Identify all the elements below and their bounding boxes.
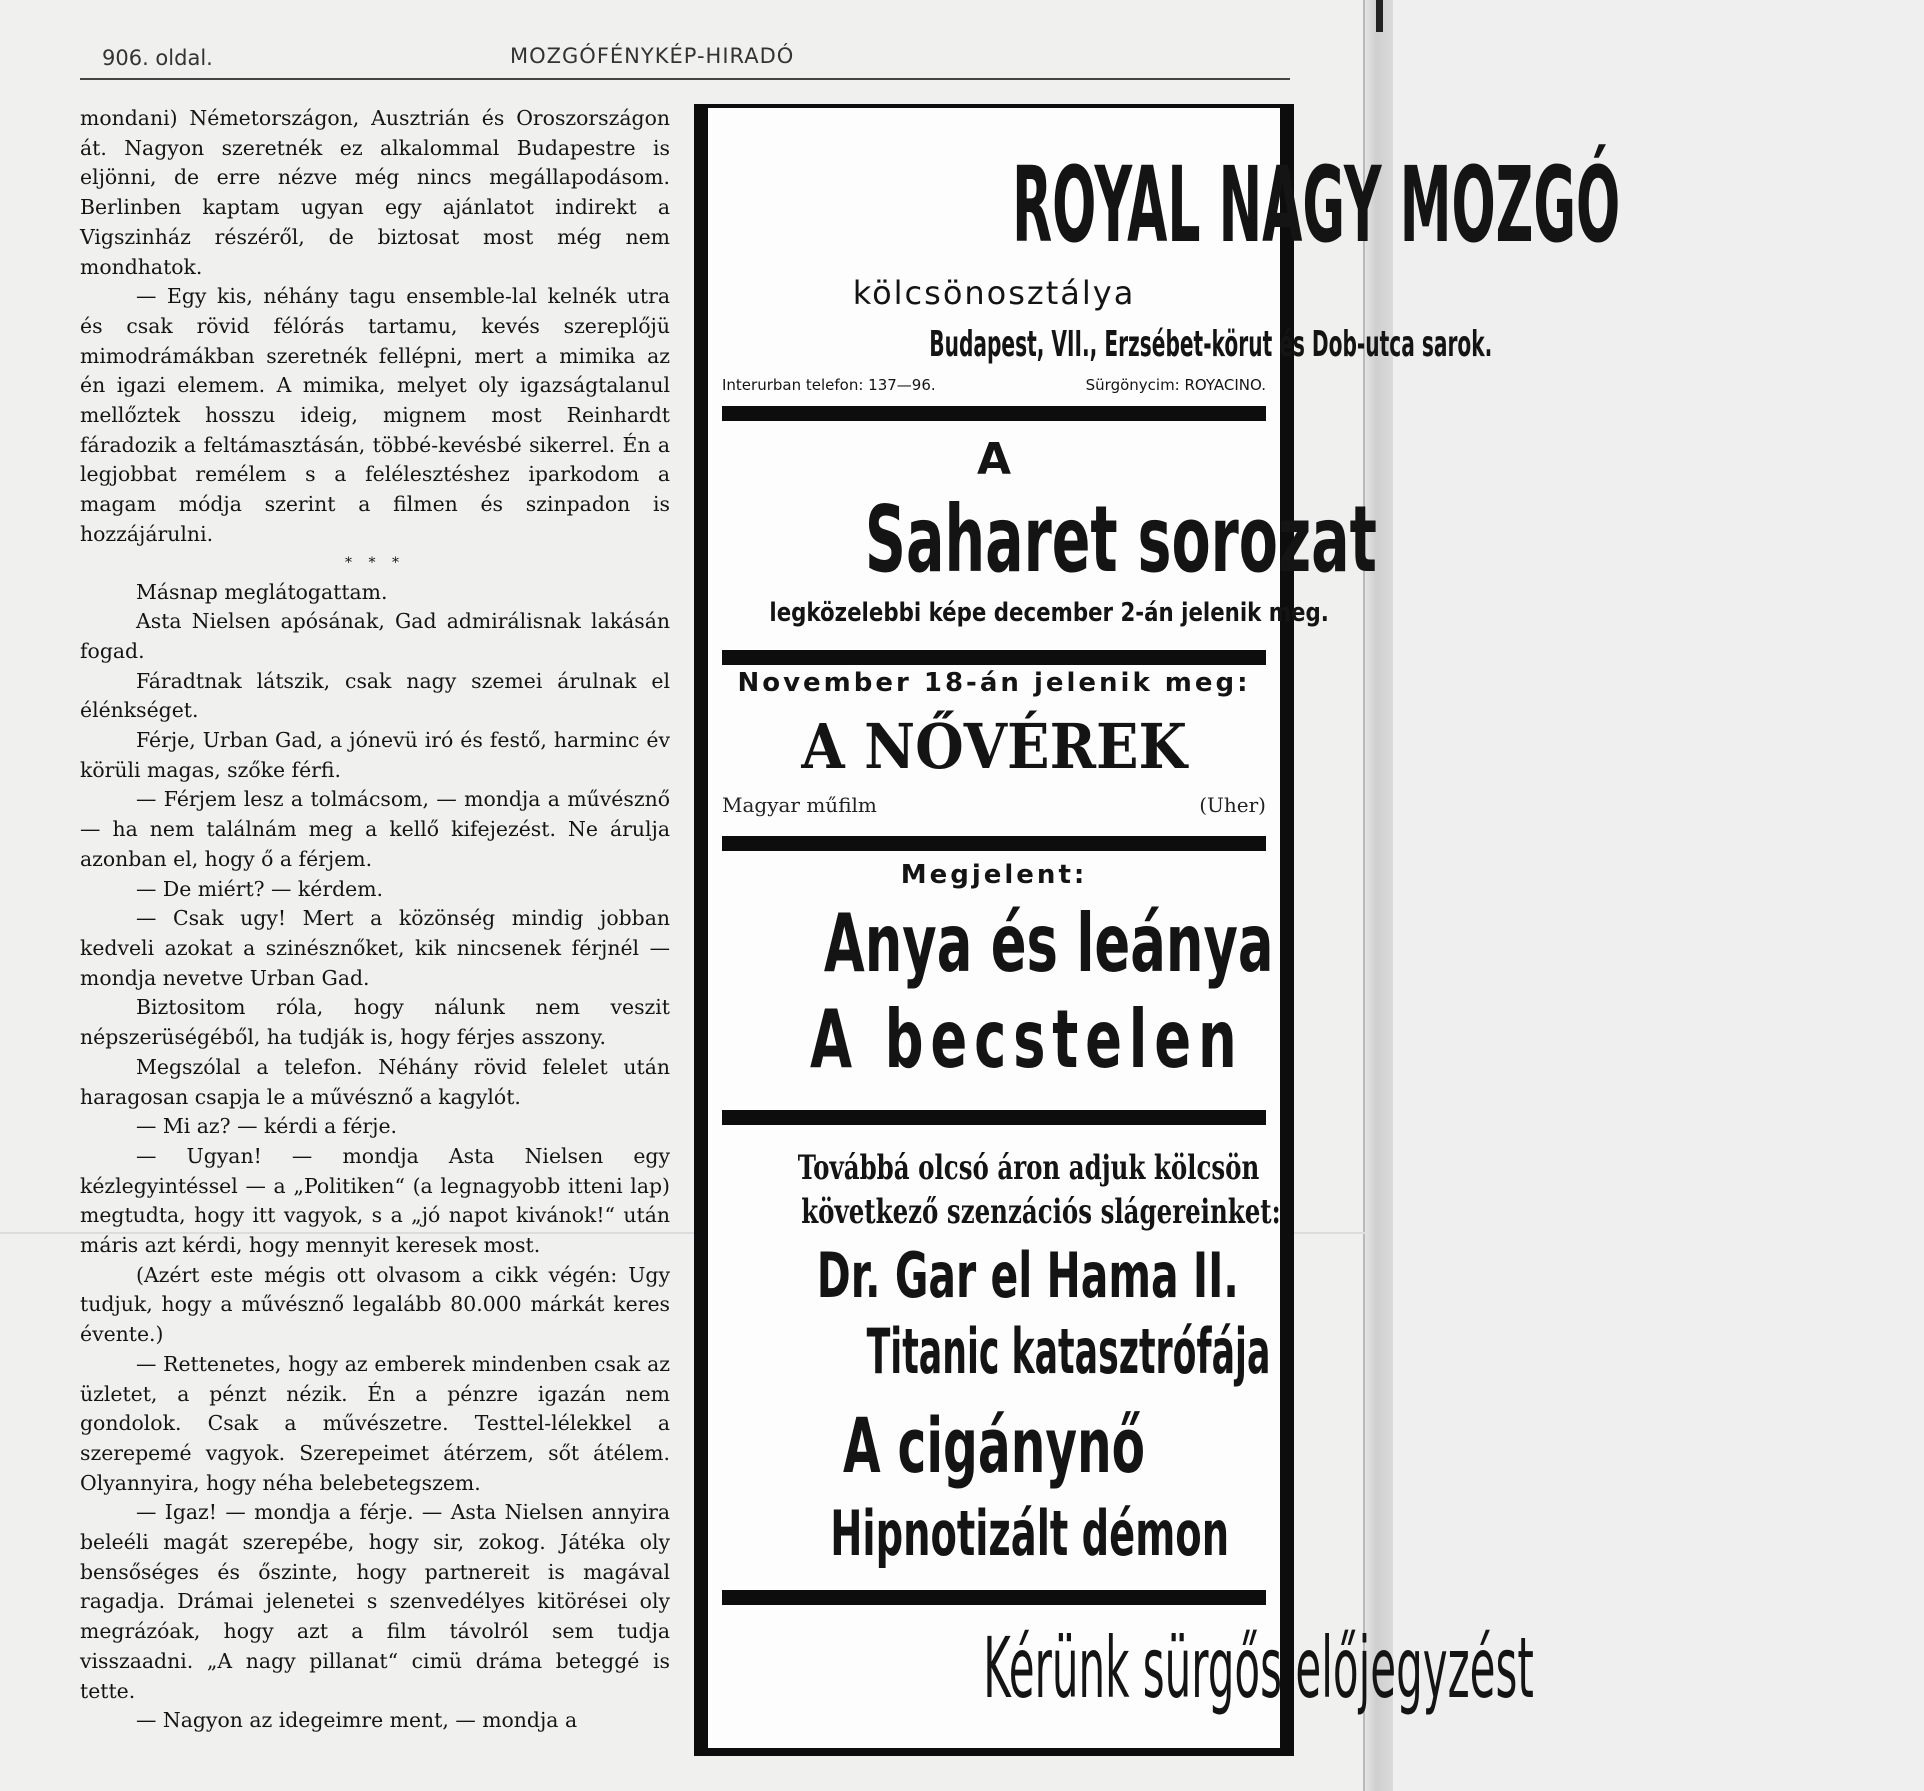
article-paragraph: Asta Nielsen apósának, Gad admirálisnak lakásán fogad.: [80, 609, 670, 663]
article-paragraph: Biztositom róla, hogy nálunk nem veszit népszerüségéből, ha tudják is, hogy férjes asszony.: [80, 995, 670, 1050]
release-date-label: November 18-án jelenik meg:: [737, 668, 1251, 698]
royal-advertisement: [694, 104, 1621, 1756]
article-paragraph: — Rettenetes, hogy az emberek mindenben csak az üzletet, a pénzt nézik. Én a pénzre igazán nem gondolok. Csak a művészetre. Testtel-lélekkel a szerepemé vagyok. Szerepeimet átérzem, sőt átélem. Olyannyira, hogy néha belebetegszem.: [80, 1351, 670, 1495]
article-paragraph: — De miért? — kérdem.: [136, 876, 384, 901]
article-paragraph: Másnap meglátogattam.: [136, 579, 388, 604]
released-label: Megjelent:: [900, 860, 1088, 890]
ad-divider: [722, 1110, 1266, 1125]
article-paragraph: Megszólal a telefon. Néhány rövid felelet után haragosan csapja le a művésznő a kagylót.: [80, 1054, 670, 1109]
booking-request: Kérünk sürgős előjegyzést: [983, 1619, 1534, 1717]
article-paragraph: — Egy kis, néhány tagu ensemble-lal kelnék utra és csak rövid félórás tartamu, kevés szereplőjü mimodrámákban szeretnék fellépni, mert a mimika az én igazi elemem. A mimika, melyet oly igazságtalanul mellőztek hosszu ideig, mignem most Reinhardt fáradozik a feltámasztásán, többé-kevésbé sikerrel. Én a legjobbat remélem s a felélesztéshez iparkodom a magam módja szerint a filmen és szinpadon is hozzájárulni.: [80, 284, 670, 546]
ad-divider: [722, 406, 1266, 421]
article-paragraph: mondani) Németországon, Ausztrián és Oroszországon át. Nagyon szeretnék ez alkalommal Budapestre is eljönni, de erre nézve még nincs megállapodásom. Berlinben kaptam ugyan egy ajánlatot indirekt a Vigszinház részéről, de biztosat most még nem mondhatok.: [80, 106, 670, 279]
film-a-becstelen: A becstelen: [809, 993, 1244, 1086]
article-paragraph: — Csak ugy! Mert a közönség mindig jobban kedveli azokat a szinésznőket, kik nincsenek férjnél — mondja nevetve Urban Gad.: [80, 906, 670, 990]
film-author: (Uher): [1199, 793, 1266, 817]
hit-film-title: Dr. Gar el Hama II.: [816, 1239, 1239, 1312]
article-paragraph: — Nagyon az idegeimre ment, — mondja a: [136, 1708, 578, 1733]
article-paragraph: — Mi az? — kérdi a férje.: [136, 1114, 398, 1139]
ad-divider: [722, 1590, 1266, 1605]
article-paragraph: — Ugyan! — mondja Asta Nielsen egy kézlegyintéssel — a „Politiken“ (a legnagyobb itteni lap) megtudta, hogy itt vagyok, s a „jó napot kivánok!“ után máris azt kérdi, hogy mennyit keresek most.: [80, 1143, 670, 1258]
section-separator: * * *: [345, 554, 405, 571]
noverek-title: A NŐVÉREK: [801, 710, 1187, 783]
film-genre: Magyar műfilm: [722, 793, 877, 817]
article-paragraph: (Azért este mégis ott olvasom a cikk végén: Ugy tudjuk, hogy a művésznő legalább 80.000 márkát keres évente.): [80, 1262, 670, 1347]
saharet-article: A: [976, 434, 1012, 485]
hit-film-title: Hipnotizált démon: [830, 1497, 1230, 1570]
telegram-address: Sürgönycim: ROYACINO.: [1085, 376, 1266, 394]
article-paragraph: Férje, Urban Gad, a jónevü iró és festő, harminc év körüli magas, szőke férfi.: [80, 728, 670, 782]
department-name: kölcsönosztálya: [852, 274, 1136, 312]
ad-divider: [722, 836, 1266, 851]
running-title: MOZGÓFÉNYKÉP-HIRADÓ: [510, 44, 795, 68]
film-anya-es-leanya: Anya és leánya: [823, 897, 1274, 990]
ad-divider: [722, 650, 1266, 665]
article-paragraph: Fáradtnak látszik, csak nagy szemei árulnak el élénkséget.: [80, 668, 670, 723]
adjacent-page-edge: [1363, 0, 1393, 1791]
page-number: 906. oldal.: [102, 46, 213, 70]
article-paragraph: — Igaz! — mondja a férje. — Asta Nielsen annyira beleéli magát szerepébe, hogy sir, zokog. Játéka oly bensőséges és őszinte, hogy partnereit is magával ragadja. Drámai jelenetei s szenvedélyes kitörései oly megrázóak, hogy azt a film távolról sem tudja visszaadni. „A nagy pillanat“ cimü dráma beteggé is tette.: [80, 1500, 670, 1703]
company-address: Budapest, VII., Erzsébet-körut és Dob-utca sarok.: [929, 324, 1493, 365]
binding-mark: [1376, 0, 1383, 32]
page-header: [80, 40, 1290, 80]
saharet-title: Saharet sorozat: [864, 486, 1377, 593]
rental-offer-line: Továbbá olcsó áron adjuk kölcsön: [797, 1148, 1260, 1188]
article-paragraph: — Férjem lesz a tolmácsom, — mondja a művésznő — ha nem találnám meg a kellő kifejezést. Ne árulja azonban el, hogy ő a férjem.: [80, 787, 670, 871]
article-column: [80, 104, 670, 1736]
phone-number: Interurban telefon: 137—96.: [722, 376, 936, 394]
rental-offer-line: következő szenzációs slágereinket:: [801, 1192, 1281, 1232]
hit-film-title: Titanic katasztrófája: [866, 1315, 1271, 1388]
company-name: ROYAL NAGY MOZGÓ: [1012, 144, 1621, 266]
hit-film-title: A cigánynő: [842, 1401, 1146, 1490]
saharet-next-release: legközelebbi képe december 2-án jelenik meg.: [769, 598, 1329, 628]
